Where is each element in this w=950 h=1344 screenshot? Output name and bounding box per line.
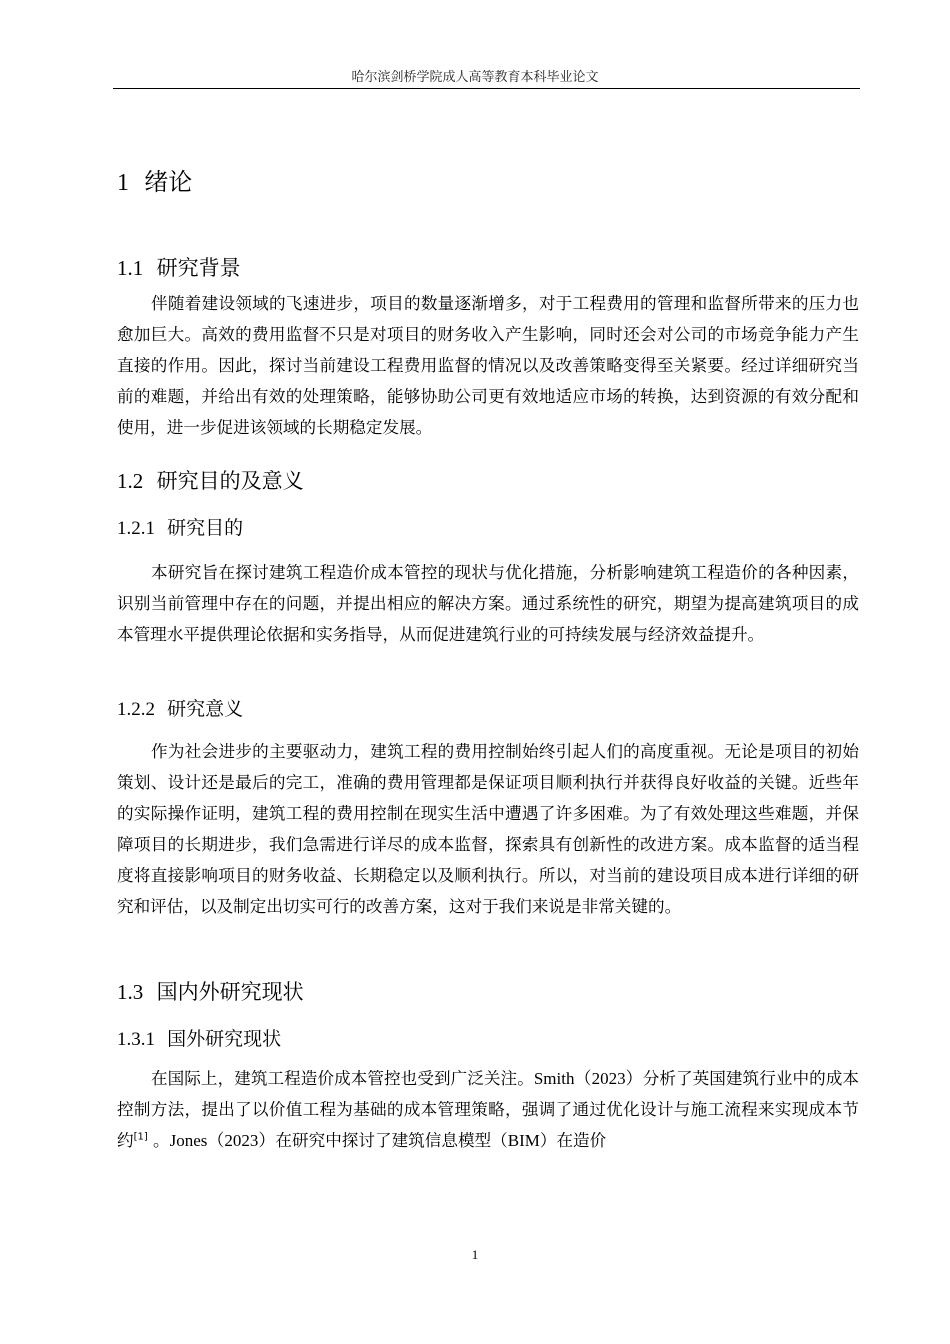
- running-header: 哈尔滨剑桥学院成人高等教育本科毕业论文: [351, 70, 599, 85]
- header-divider: [113, 88, 860, 89]
- page-number: 1: [471, 1247, 479, 1262]
- section-heading-1-3: 1.3 国内外研究现状: [117, 980, 304, 1004]
- chapter-heading: 1 绪论: [117, 168, 193, 196]
- paragraph-research-purpose: 本研究旨在探讨建筑工程造价成本管控的现状与优化措施，分析影响建筑工程造价的各种因素，识别当前管理中存在的问题，并提出相应的解决方案。通过系统性的研究，期望为提高建筑项目的成本管理水平提供理论依据和实务指导，从而促进建筑行业的可持续发展与经济效益提升。: [117, 563, 859, 644]
- subsection-heading-1-3-1: 1.3.1 国外研究现状: [117, 1028, 282, 1050]
- section-heading-1-2: 1.2 研究目的及意义: [117, 469, 304, 493]
- section-heading-1-1: 1.1 研究背景: [117, 256, 241, 280]
- paragraph-research-background: 伴随着建设领域的飞速进步，项目的数量逐渐增多，对于工程费用的管理和监督所带来的压力也愈加巨大。高效的费用监督不只是对项目的财务收入产生影响，同时还会对公司的市场竞争能力产生直接的作用。因此，探讨当前建设工程费用监督的情况以及改善策略变得至关紧要。经过详细研究当前的难题，并给出有效的处理策略，能够协助公司更有效地适应市场的转换，达到资源的有效分配和使用，进一步促进该领域的长期稳定发展。: [117, 294, 859, 437]
- subsection-heading-1-2-2: 1.2.2 研究意义: [117, 698, 244, 720]
- paragraph-research-significance: 作为社会进步的主要驱动力，建筑工程的费用控制始终引起人们的高度重视。无论是项目的初始策划、设计还是最后的完工，准确的费用管理都是保证项目顺利执行并获得良好收益的关键。近些年的实际操作证明，建筑工程的费用控制在现实生活中遭遇了许多困难。为了有效处理这些难题，并保障项目的长期进步，我们急需进行详尽的成本监督，探索具有创新性的改进方案。成本监督的适当程度将直接影响项目的财务收益、长期稳定以及顺利执行。所以，对当前的建设项目成本进行详细的研究和评估，以及制定出切实可行的改善方案，这对于我们来说是非常关键的。: [117, 742, 859, 916]
- subsection-heading-1-2-1: 1.2.1 研究目的: [117, 517, 244, 539]
- citation-1: [1]: [133, 1131, 148, 1143]
- paragraph-foreign-research: 在国际上，建筑工程造价成本管控也受到广泛关注。Smith（2023）分析了英国建筑行业中的成本控制方法，提出了以价值工程为基础的成本管理策略，强调了通过优化设计与施工流程来实现成本节约[1] 。Jones（2023）在研究中探讨了建筑信息模型（BIM）在造价: [117, 1069, 860, 1150]
